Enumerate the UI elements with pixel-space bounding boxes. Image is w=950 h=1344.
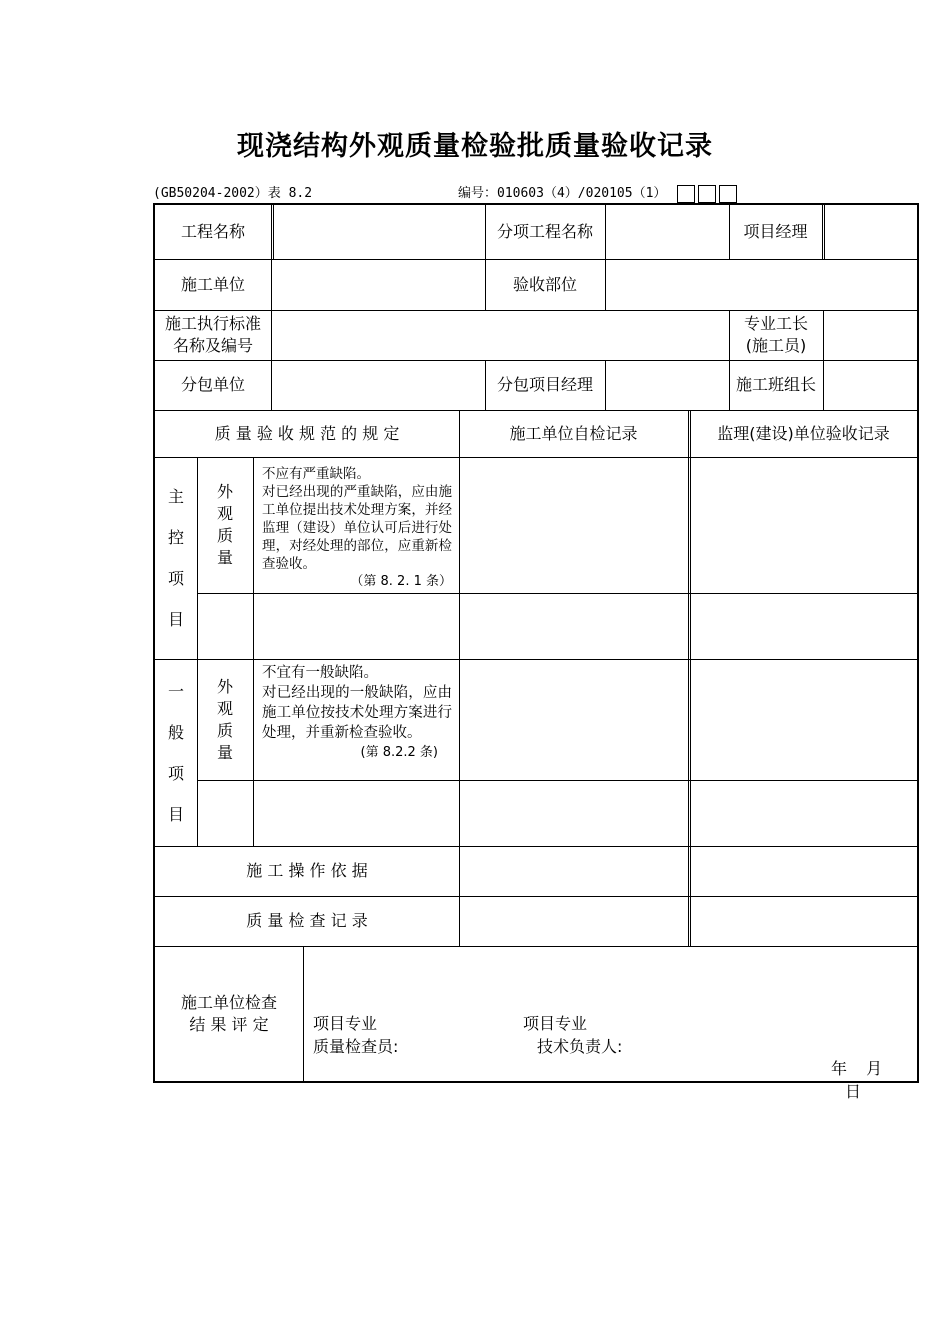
quality-inspector-signature [313,1012,398,1058]
standard-reference: (GB50204-2002）表 8.2 [153,186,313,201]
date-day: 日 [845,1082,862,1101]
construction-unit-label: 施工单位 [180,274,245,294]
col-line [605,205,606,310]
code-box-2[interactable] [698,185,716,203]
code-box-1[interactable] [677,185,695,203]
general-requirement [262,663,452,763]
main-control-group-label [155,457,197,659]
evaluation-line2: 结 果 评 定 [189,1014,269,1034]
date-month: 月 [866,1059,883,1078]
technical-line2: 技术负责人: [537,1037,623,1056]
item-char: 质 [216,720,233,740]
col-line [688,410,689,946]
technical-lead-signature [523,1012,622,1058]
main-control-char: 项 [167,569,184,588]
col-line [303,946,304,1081]
standard-name-line2: 名称及编号 [172,336,253,355]
item-char: 观 [216,698,233,718]
inspector-line1: 项目专业 [313,1014,378,1033]
main-control-char: 主 [167,487,184,506]
self-check-column-header: 施工单位自检记录 [509,423,638,443]
col-line [253,457,254,846]
main-control-char: 目 [167,610,184,629]
item-char: 观 [216,504,233,523]
row-line [198,780,917,781]
col-line [690,410,691,946]
item-char: 外 [216,482,233,501]
operation-basis-label: 施 工 操 作 依 据 [246,861,368,880]
general-text: 不宜有一般缺陷。 对已经出现的一般缺陷，应由施工单位按技术处理方案进行处理，并重新检查验收。 [262,665,452,741]
item-char: 质 [216,526,233,545]
main-control-char: 控 [167,528,184,547]
project-manager-label: 项目经理 [743,222,808,241]
subcontractor-label: 分包单位 [180,375,245,394]
row-line [155,457,917,458]
evaluation-label [155,946,303,1081]
standard-name-label [155,310,271,360]
main-control-requirement [262,465,452,591]
code-box-3[interactable] [719,185,737,203]
inspector-line2: 质量检查员: [313,1037,399,1056]
main-control-item-label [197,457,253,593]
sub-project-name-label: 分项工程名称 [496,222,593,241]
team-leader-label: 施工班组长 [735,375,816,394]
col-line [605,360,606,410]
acceptance-form [153,203,919,1101]
foreman-line1: 专业工长 [743,314,808,333]
inspection-record-label: 质 量 检 查 记 录 [246,911,368,930]
page-title: 现浇结构外观质量检验批质量验收记录 [237,131,713,162]
general-group-label [155,659,197,846]
general-char: 项 [167,763,184,783]
main-control-text: 不应有严重缺陷。 对已经出现的严重缺陷，应由施工单位提出技术处理方案，并经监理（建设）单位认可后进行处理，对经处理的部位，应重新检查验收。 [262,466,452,572]
foreman-line2: (施工员) [745,336,807,355]
item-char: 量 [216,548,233,567]
sub-project-manager-label: 分包项目经理 [496,375,593,394]
acceptance-part-label: 验收部位 [512,274,577,294]
col-line [822,205,823,259]
spec-column-header: 质 量 验 收 规 范 的 规 定 [214,423,400,443]
col-line [824,205,825,259]
general-char: 一 [167,681,184,701]
evaluation-line1: 施工单位检查 [180,992,277,1012]
foreman-label [729,310,823,360]
standard-name-line1: 施工执行标准 [164,314,261,333]
form-code-label: 编号：010603（4）/020105（1） [458,186,667,201]
technical-line1: 项目专业 [523,1014,588,1033]
supervision-column-header: 监理(建设)单位验收记录 [717,423,890,443]
item-char: 量 [216,742,233,762]
general-item-label [197,659,253,780]
main-control-clause: （第 8. 2. 1 条） [350,574,452,589]
col-line [459,410,460,946]
col-line [273,205,274,259]
row-line [155,659,917,660]
item-char: 外 [216,676,233,696]
row-line [198,593,917,594]
col-line [823,310,824,410]
project-name-label: 工程名称 [180,222,245,241]
col-line [271,205,272,410]
form-code [458,182,737,203]
date-year: 年 [831,1059,848,1078]
general-clause: (第 8.2.2 条) [360,745,438,760]
general-char: 目 [167,804,184,824]
evaluation-date [831,1056,917,1102]
general-char: 般 [167,722,184,742]
